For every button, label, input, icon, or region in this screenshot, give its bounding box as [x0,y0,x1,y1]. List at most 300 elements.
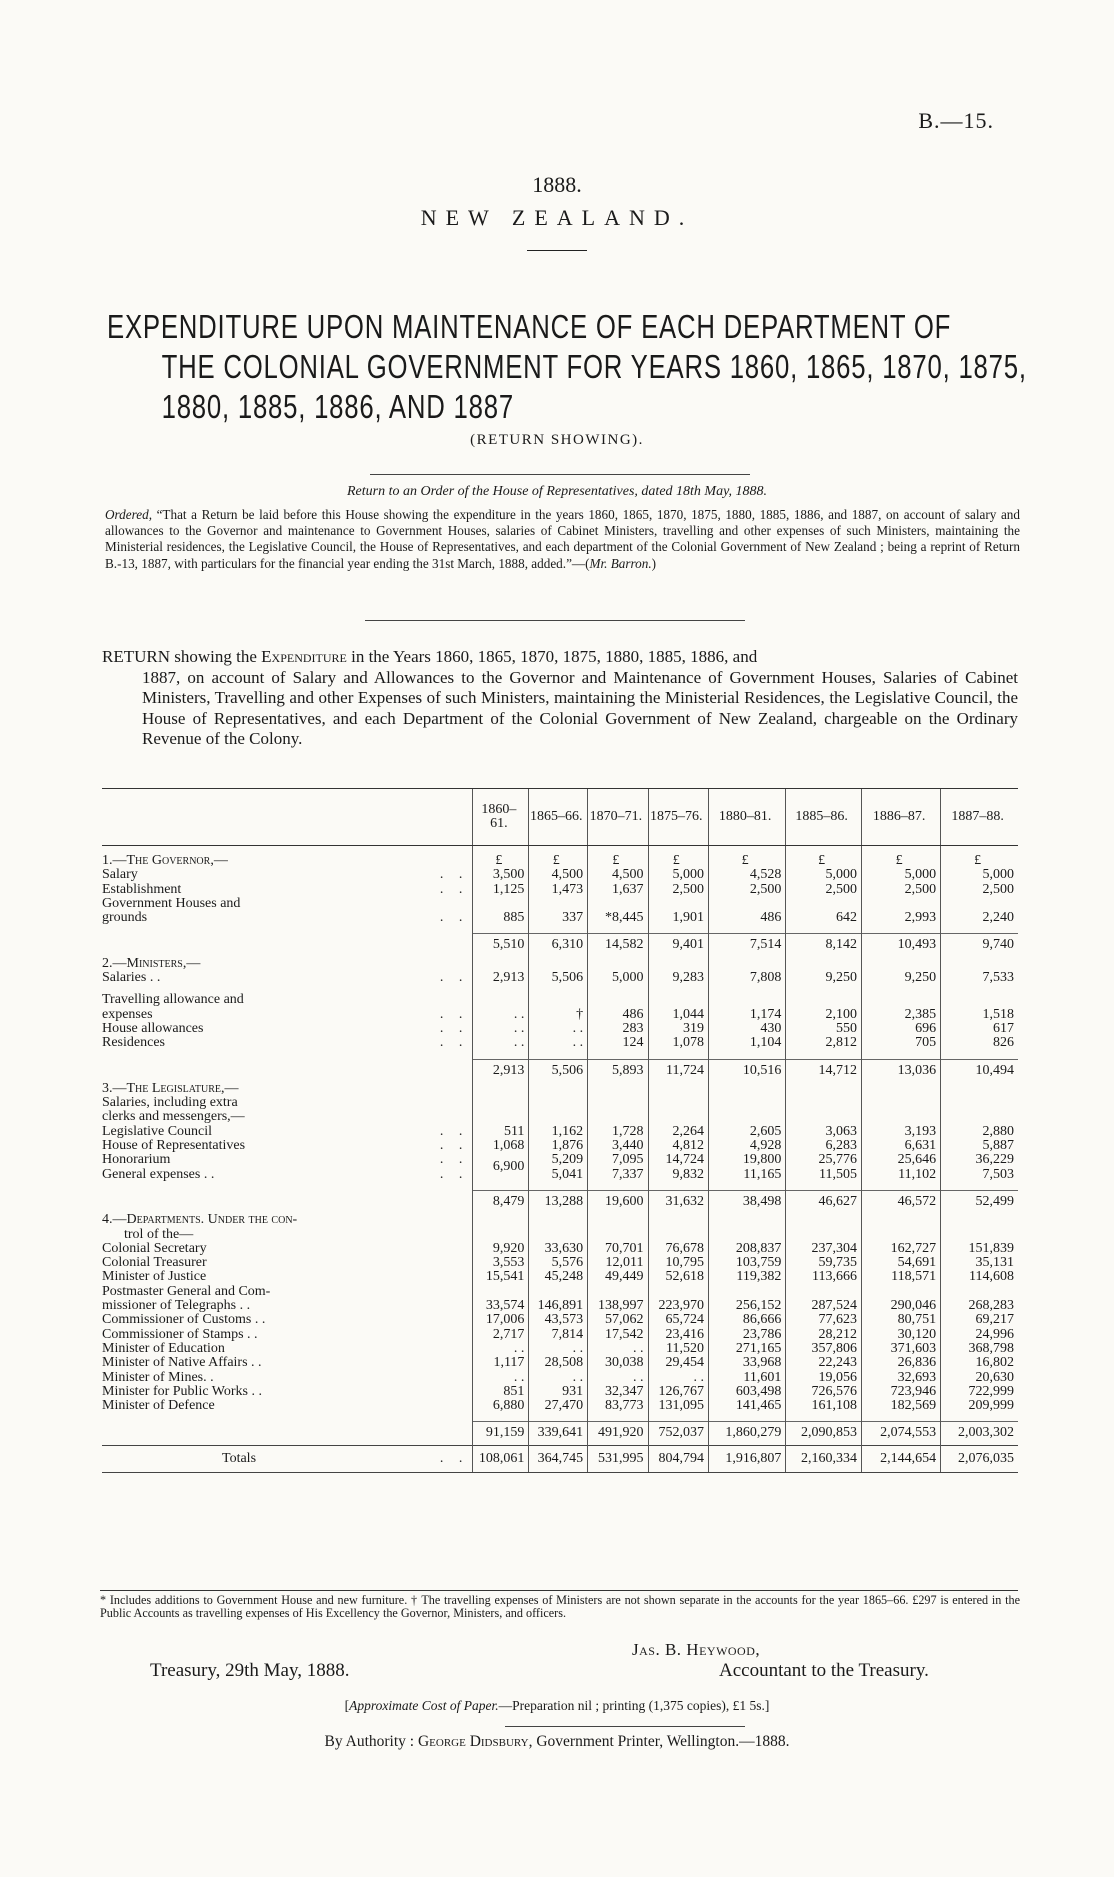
row-label: Salaries . . [102,970,161,986]
value-cell: 1,104 [708,1036,785,1050]
value-cell: 851 [473,1385,529,1399]
value-cell: 237,304 [786,1242,862,1256]
value-cell: 1,518 [941,1008,1018,1022]
row-label: Salaries, including extra [102,1095,238,1111]
value-cell: 5,000 [862,868,941,882]
table-row-label [102,993,1018,1007]
order-mover: Mr. Barron. [589,555,652,571]
value-cell: 33,630 [529,1242,588,1256]
section-heading-ministers: 2.—Ministers,— [102,955,201,971]
value-cell: 162,727 [862,1242,941,1256]
value-cell: 77,623 [786,1313,862,1327]
row-label: Colonial Secretary [102,1240,207,1256]
section-heading-legislature: 3.—The Legislature,— [102,1080,239,1096]
value-cell: † [529,1008,588,1022]
paper-reference: B.—15. [918,108,994,133]
value-cell: 6,631 [862,1139,941,1153]
value-cell: 11,601 [708,1371,785,1385]
table-row [102,1008,1018,1022]
value-cell: 17,542 [588,1328,648,1342]
value-cell: 752,037 [648,1422,708,1445]
country-heading: NEW ZEALAND. [420,205,694,230]
value-cell: 32,347 [588,1385,648,1399]
value-cell: 3,553 [473,1256,529,1270]
leader-dots: . . [439,1450,469,1466]
value-cell: 1,860,279 [708,1422,785,1445]
currency-sign: £ [529,854,588,868]
value-cell: 26,836 [862,1356,941,1370]
leader-dots: . . [439,910,469,926]
totals-row [102,1445,1018,1472]
table-row [102,1385,1018,1399]
value-cell: 46,627 [786,1190,862,1213]
value-cell: 2,385 [862,1008,941,1022]
page-subtitle: (RETURN SHOWING). [470,432,644,448]
value-cell: 5,000 [786,868,862,882]
value-cell: 57,062 [588,1313,648,1327]
value-cell: . . [588,1342,648,1356]
value-cell: 723,946 [862,1385,941,1399]
value-cell: 5,000 [941,868,1018,882]
value-cell: 1,174 [708,1008,785,1022]
row-label: Establishment [102,881,182,897]
value-cell: 19,800 [708,1153,785,1167]
value-cell: 885 [473,911,529,925]
treasury-date: Treasury, 29th May, 1888. [150,1660,350,1681]
table-row [102,1168,1018,1182]
value-cell: 2,500 [786,883,862,897]
value-cell: 2,913 [473,971,529,985]
value-cell: 4,528 [708,868,785,882]
value-cell: 32,693 [862,1371,941,1385]
value-cell: 69,217 [941,1313,1018,1327]
value-cell: . . [529,1022,588,1036]
return-lead: RETURN showing the [102,647,262,666]
value-cell: 722,999 [941,1385,1018,1399]
value-cell: 30,120 [862,1328,941,1342]
value-cell: 24,996 [941,1328,1018,1342]
combined-value-cell: 6,900 [473,1153,529,1182]
value-cell: 7,337 [588,1168,648,1182]
year-header: 1885–86. [786,789,862,846]
value-cell: 70,701 [588,1242,648,1256]
value-cell: 76,678 [648,1242,708,1256]
leader-dots: . . [439,1123,469,1139]
return-years: in the Years 1860, 1865, 1870, 1875, 1880, 1885, 1886, and [346,647,758,666]
value-cell: 2,500 [708,883,785,897]
row-label: Minister of Defence [102,1398,215,1414]
row-label: Government Houses and [102,895,241,911]
value-cell: . . [529,1342,588,1356]
table-row [102,1328,1018,1342]
section-heading-governor: 1.—The Governor,— [102,853,228,868]
row-label: trol of the— [124,1226,194,1242]
table-header [102,789,1018,846]
currency-sign: £ [708,854,785,868]
value-cell: 642 [786,911,862,925]
value-cell: 46,572 [862,1190,941,1213]
leader-dots: . . [439,1006,469,1022]
totals-label: Totals [222,1450,257,1466]
order-close: ) [651,555,657,571]
value-cell: 364,745 [529,1445,588,1472]
value-cell: 357,806 [786,1342,862,1356]
page-title [107,307,1027,427]
value-cell: 8,479 [473,1190,529,1213]
return-body: 1887, on account of Salary and Allowances to the Governor and Maintenance of Government Houses, Salaries of Cabinet Ministers, Travelling and other Expenses of such Ministers, maintaining the Ministerial Residences, the Legislative Council, the House of Representatives, and each Department of the Colonial Government of New Zealand, chargeable on the Ordinary Revenue of the Colony. [142,667,1018,748]
value-cell: 146,891 [529,1299,588,1313]
value-cell: 4,928 [708,1139,785,1153]
row-label: Minister of Justice [102,1269,207,1285]
value-cell: 27,470 [529,1399,588,1413]
value-cell: 7,514 [708,934,785,957]
value-cell: 3,193 [862,1125,941,1139]
row-label: General expenses . . [102,1166,215,1182]
return-description [102,647,1018,750]
value-cell: 9,920 [473,1242,529,1256]
value-cell: 339,641 [529,1422,588,1445]
value-cell: 368,798 [941,1342,1018,1356]
value-cell: 1,044 [648,1008,708,1022]
value-cell: 337 [529,911,588,925]
value-cell: 108,061 [473,1445,529,1472]
year-header: 1886–87. [862,789,941,846]
row-label: Residences [102,1035,165,1051]
value-cell: 10,493 [862,934,941,957]
table-row [102,1242,1018,1256]
value-cell: 29,454 [648,1356,708,1370]
value-cell: . . [473,1008,529,1022]
value-cell: 1,901 [648,911,708,925]
leader-dots: . . [439,867,469,883]
value-cell: 271,165 [708,1342,785,1356]
divider [100,1590,1018,1591]
value-cell: 33,574 [473,1299,529,1313]
table-row [102,971,1018,985]
value-cell: 531,995 [588,1445,648,1472]
value-cell: 14,724 [648,1153,708,1167]
value-cell: 138,997 [588,1299,648,1313]
value-cell: . . [473,1036,529,1050]
row-label: Minister for Public Works . . [102,1383,262,1399]
authority-rest: , Government Printer, Wellington.—1888. [528,1733,790,1750]
cost-note: [Approximate Cost of Paper.—Preparation nil ; printing (1,375 copies), £1 5s.] [344,1698,770,1713]
value-cell: 5,000 [588,971,648,985]
year-header: 1880–81. [708,789,785,846]
table-row [102,1313,1018,1327]
value-cell: 2,160,334 [786,1445,862,1472]
value-cell: 30,038 [588,1356,648,1370]
value-cell: 1,637 [588,883,648,897]
value-cell: 2,717 [473,1328,529,1342]
table-row [102,1125,1018,1139]
value-cell: 2,076,035 [941,1445,1018,1472]
currency-sign: £ [862,854,941,868]
subtotal-row [102,1422,1018,1445]
value-cell: 209,999 [941,1399,1018,1413]
currency-sign: £ [648,854,708,868]
value-cell: 22,243 [786,1356,862,1370]
value-cell: 4,500 [588,868,648,882]
value-cell: 103,759 [708,1256,785,1270]
value-cell: 10,795 [648,1256,708,1270]
table-row [102,1270,1018,1284]
value-cell: 54,691 [862,1256,941,1270]
value-cell: 7,503 [941,1168,1018,1182]
value-cell: 319 [648,1022,708,1036]
value-cell: 11,520 [648,1342,708,1356]
value-cell: . . [529,1371,588,1385]
value-cell: 2,993 [862,911,941,925]
value-cell: . . [473,1342,529,1356]
order-lead: Ordered, [105,507,152,522]
value-cell: 486 [708,911,785,925]
value-cell: 113,666 [786,1270,862,1284]
value-cell: 6,310 [529,934,588,957]
table-row [102,911,1018,925]
value-cell: 59,735 [786,1256,862,1270]
value-cell: 5,506 [529,1059,588,1082]
value-cell: 3,063 [786,1125,862,1139]
value-cell: 283 [588,1022,648,1036]
value-cell: 80,751 [862,1313,941,1327]
value-cell: 2,003,302 [941,1422,1018,1445]
value-cell: 52,499 [941,1190,1018,1213]
value-cell: 223,970 [648,1299,708,1313]
value-cell: 6,283 [786,1139,862,1153]
value-cell: 114,608 [941,1270,1018,1284]
year-header: 1865–66. [529,789,588,846]
value-cell: 23,416 [648,1328,708,1342]
table-row [102,868,1018,882]
value-cell: 1,473 [529,883,588,897]
title-line-2: THE COLONIAL GOVERNMENT FOR YEARS 1860, 1865, 1870, 1875, [161,348,1027,385]
value-cell: 1,728 [588,1125,648,1139]
value-cell: 5,510 [473,934,529,957]
expenditure-table [102,788,1018,1473]
value-cell: 7,814 [529,1328,588,1342]
table-row-label [102,1228,1018,1242]
value-cell: 256,152 [708,1299,785,1313]
divider [527,250,587,251]
value-cell: 9,250 [862,971,941,985]
value-cell: 19,600 [588,1190,648,1213]
value-cell: 268,283 [941,1299,1018,1313]
currency-sign: £ [941,854,1018,868]
value-cell: 5,506 [529,971,588,985]
value-cell: 5,887 [941,1139,1018,1153]
value-cell: 15,541 [473,1270,529,1284]
row-label: Minister of Education [102,1340,225,1356]
cost-detail: —Preparation nil ; printing (1,375 copies), £1 5s. [498,1698,765,1713]
value-cell: 804,794 [648,1445,708,1472]
table-row [102,1022,1018,1036]
value-cell: 9,740 [941,934,1018,957]
value-cell: 124 [588,1036,648,1050]
leader-dots: . . [439,1020,469,1036]
value-cell: 287,524 [786,1299,862,1313]
table-row [102,1036,1018,1050]
value-cell: 31,632 [648,1190,708,1213]
value-cell: 2,090,853 [786,1422,862,1445]
value-cell: 13,036 [862,1059,941,1082]
value-cell: 931 [529,1385,588,1399]
value-cell: 2,074,553 [862,1422,941,1445]
value-cell: 45,248 [529,1270,588,1284]
printer-authority [0,1733,1114,1751]
value-cell: 23,786 [708,1328,785,1342]
table-row-label [102,1285,1018,1299]
value-cell: 33,968 [708,1356,785,1370]
value-cell: 119,382 [708,1270,785,1284]
value-cell: 1,162 [529,1125,588,1139]
value-cell: 38,498 [708,1190,785,1213]
value-cell: 430 [708,1022,785,1036]
table-row [102,1399,1018,1413]
row-label: Salary [102,867,138,883]
value-cell: 35,131 [941,1256,1018,1270]
value-cell: 826 [941,1036,1018,1050]
section-heading [102,854,1018,868]
value-cell: 2,500 [648,883,708,897]
value-cell: 19,056 [786,1371,862,1385]
row-label: Legislative Council [102,1123,213,1139]
value-cell: 5,893 [588,1059,648,1082]
value-cell: 7,533 [941,971,1018,985]
value-cell: 16,802 [941,1356,1018,1370]
value-cell: 11,505 [786,1168,862,1182]
value-cell: 371,603 [862,1342,941,1356]
subtotal-row [102,934,1018,957]
value-cell: 5,576 [529,1256,588,1270]
value-cell: 12,011 [588,1256,648,1270]
value-cell: 208,837 [708,1242,785,1256]
order-text [105,507,1020,572]
value-cell: 11,165 [708,1168,785,1182]
table-row [102,1356,1018,1370]
value-cell: 2,100 [786,1008,862,1022]
value-cell: 28,508 [529,1356,588,1370]
leader-dots: . . [439,1166,469,1182]
return-expenditure: Expenditure [261,647,347,666]
value-cell: 14,582 [588,934,648,957]
value-cell: . . [648,1371,708,1385]
table-row-label [102,1096,1018,1110]
row-label: Postmaster General and Com- [102,1283,271,1299]
value-cell: 17,006 [473,1313,529,1327]
order-heading: Return to an Order of the House of Representatives, dated 18th May, 1888. [346,484,768,499]
value-cell: . . [473,1022,529,1036]
value-cell: 3,500 [473,868,529,882]
value-cell: . . [529,1036,588,1050]
value-cell: 4,500 [529,868,588,882]
value-cell: 43,573 [529,1313,588,1327]
value-cell: 36,229 [941,1153,1018,1167]
section-heading [102,1082,1018,1096]
value-cell: 5,209 [529,1153,588,1167]
value-cell: 10,516 [708,1059,785,1082]
value-cell: 10,494 [941,1059,1018,1082]
row-label: House of Representatives [102,1138,246,1154]
leader-dots: . . [439,1152,469,1168]
leader-dots: . . [439,881,469,897]
section-heading [102,957,1018,971]
value-cell: 11,102 [862,1168,941,1182]
table-row [102,1256,1018,1270]
value-cell: 6,880 [473,1399,529,1413]
value-cell: 2,812 [786,1036,862,1050]
value-cell: 2,264 [648,1125,708,1139]
value-cell: . . [588,1371,648,1385]
divider [370,474,750,475]
departments-rows [102,1242,1018,1414]
row-label: grounds [102,910,148,926]
value-cell: 14,712 [786,1059,862,1082]
value-cell: 7,808 [708,971,785,985]
signatory-name: Jas. B. Heywood, [632,1640,761,1659]
authority-lead: By Authority : [324,1733,418,1750]
year-header: 1860–61. [473,789,529,846]
year-header: 1875–76. [648,789,708,846]
value-cell: 726,576 [786,1385,862,1399]
value-cell: 8,142 [786,934,862,957]
value-cell: 126,767 [648,1385,708,1399]
value-cell: 9,832 [648,1168,708,1182]
value-cell: 25,646 [862,1153,941,1167]
row-label: Honorarium [102,1152,171,1168]
value-cell: 4,812 [648,1139,708,1153]
section-heading [102,1213,1018,1227]
divider [505,1726,745,1727]
value-cell: 2,240 [941,911,1018,925]
value-cell: 161,108 [786,1399,862,1413]
value-cell: 5,041 [529,1168,588,1182]
value-cell: 290,046 [862,1299,941,1313]
value-cell: 11,724 [648,1059,708,1082]
leader-dots: . . [439,970,469,986]
value-cell: 9,250 [786,971,862,985]
row-label: clerks and messengers,— [102,1109,245,1125]
table-row-label [102,897,1018,911]
value-cell: 9,401 [648,934,708,957]
section-heading-departments [102,1213,473,1227]
table-row-label [102,1110,1018,1124]
row-label: Minister of Native Affairs . . [102,1355,262,1371]
table-row [102,1371,1018,1385]
signatory-title: Accountant to the Treasury. [719,1660,929,1681]
value-cell: 25,776 [786,1153,862,1167]
value-cell: 1,117 [473,1356,529,1370]
row-label: expenses [102,1006,153,1022]
value-cell: 2,605 [708,1125,785,1139]
value-cell: 9,283 [648,971,708,985]
value-cell: 1,916,807 [708,1445,785,1472]
value-cell: 49,449 [588,1270,648,1284]
value-cell: 182,569 [862,1399,941,1413]
value-cell: 151,839 [941,1242,1018,1256]
value-cell: 3,440 [588,1139,648,1153]
value-cell: 1,876 [529,1139,588,1153]
row-label: Commissioner of Customs . . [102,1312,266,1328]
value-cell: 696 [862,1022,941,1036]
value-cell: 52,618 [648,1270,708,1284]
value-cell: 86,666 [708,1313,785,1327]
value-cell: *8,445 [588,911,648,925]
year-header: 1887–88. [941,789,1018,846]
value-cell: 617 [941,1022,1018,1036]
subtotal-row [102,1190,1018,1213]
cost-label: Approximate Cost of Paper. [349,1698,499,1713]
